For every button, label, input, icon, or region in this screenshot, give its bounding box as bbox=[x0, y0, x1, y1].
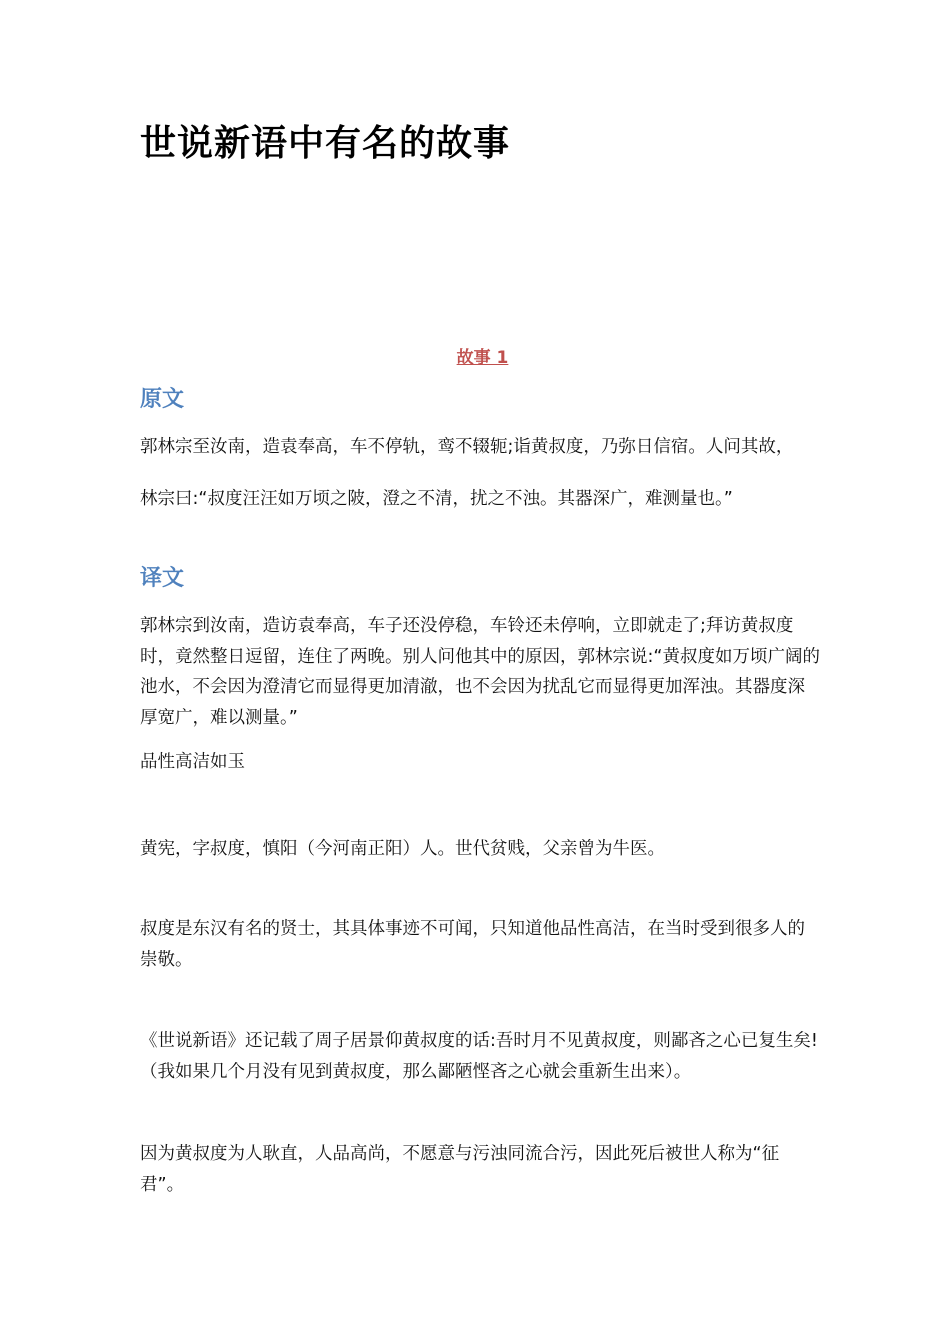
translation-paragraph: 郭林宗到汝南，造访袁奉高，车子还没停稳，车铃还未停响，立即就走了;拜访黄叔度时，竟然整日逗留，连住了两晚。别人问他其中的原因，郭林宗说:“黄叔度如万顷广阔的池水，不会因为澄清它而显得更加清澈，也不会因为扰乱它而显得更加浑浊。其器度深厚宽广，难以测量。” bbox=[140, 616, 820, 728]
translation-heading: 译文 bbox=[140, 566, 185, 591]
paragraph-reputation: 叔度是东汉有名的贤士，其具体事迹不可闻，只知道他品性高洁，在当时受到很多人的崇敬。 bbox=[140, 919, 805, 970]
original-text-line-2: 林宗曰:“叔度汪汪如万顷之陂，澄之不清，扰之不浊。其器深广，难测量也。” bbox=[140, 489, 733, 509]
paragraph-title-zhengjun: 因为黄叔度为人耿直，人品高尚，不愿意与污浊同流合污，因此死后被世人称为“征君”。 bbox=[140, 1144, 780, 1195]
original-text-heading: 原文 bbox=[140, 387, 185, 412]
original-text-line-1: 郭林宗至汝南，造袁奉高，车不停轨，鸾不辍轭;诣黄叔度，乃弥日信宿。人问其故， bbox=[140, 437, 794, 457]
story-heading-label: 故事 1 bbox=[456, 348, 509, 368]
paragraph-biography: 黄宪，字叔度，慎阳（今河南正阳）人。世代贫贱，父亲曾为牛医。 bbox=[140, 839, 665, 859]
paragraph-subtitle: 品性高洁如玉 bbox=[140, 752, 245, 772]
paragraph-quote: 《世说新语》还记载了周子居景仰黄叔度的话:吾时月不见黄叔度，则鄙吝之心已复生矣!（我如果几个月没有见到黄叔度，那么鄙陋悭吝之心就会重新生出来）。 bbox=[140, 1031, 818, 1082]
document-title: 世说新语中有名的故事 bbox=[140, 123, 511, 164]
story-heading bbox=[140, 346, 825, 370]
